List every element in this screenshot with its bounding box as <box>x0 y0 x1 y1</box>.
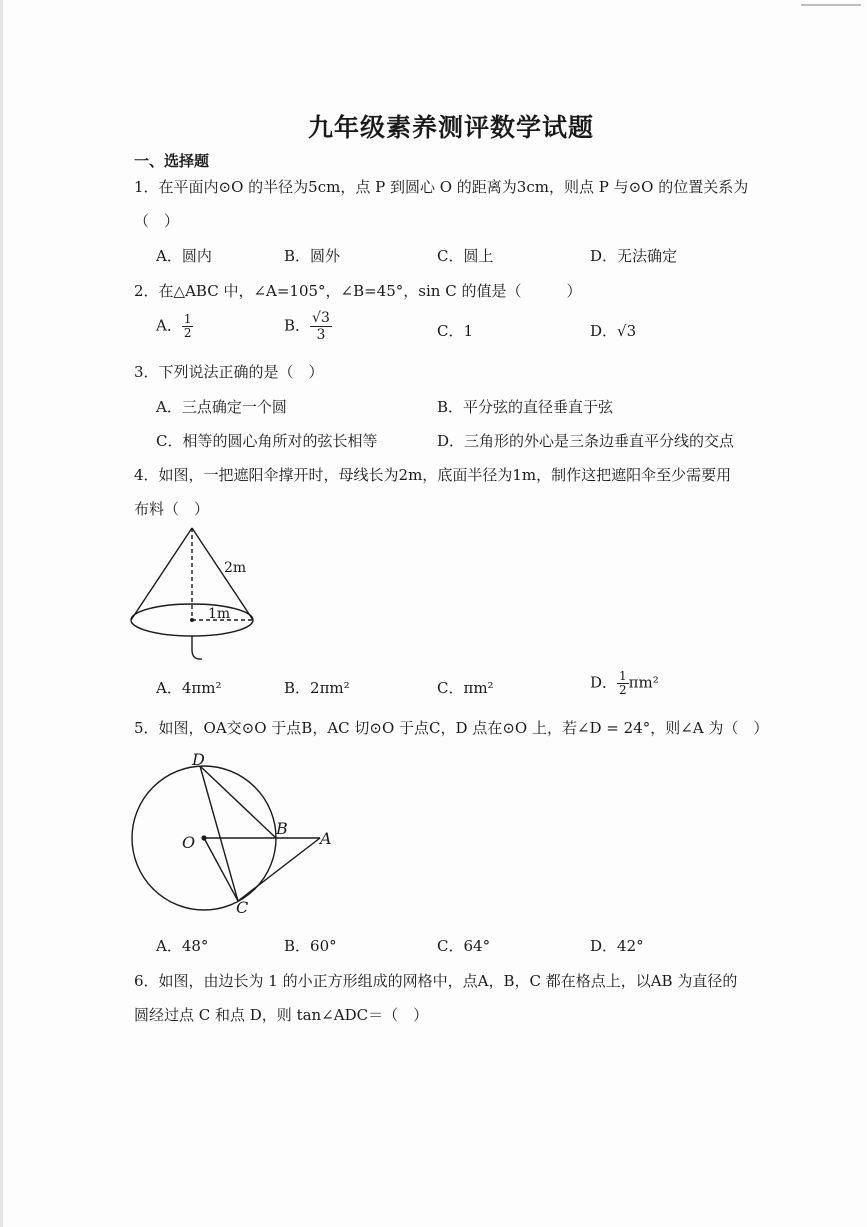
chord-db <box>200 766 276 838</box>
question-6-text: 6．如图，由边长为 1 的小正方形组成的网格中，点A，B，C 都在格点上，以AB 为直径的 <box>134 972 738 990</box>
circle-tangent-figure <box>126 746 346 916</box>
question-2-option-c: C．1 <box>437 322 474 340</box>
scan-edge-shadow <box>0 0 3 1227</box>
question-3-option-d: D．三角形的外心是三条边垂直平分线的交点 <box>437 432 735 450</box>
question-4-text: 4．如图，一把遮阳伞撑开时，母线长为2m，底面半径为1m，制作这把遮阳伞至少需要用 <box>134 466 732 484</box>
tangent-ac <box>238 838 320 901</box>
fraction-denominator: 2 <box>619 683 627 697</box>
question-4-option-b: B．2πm² <box>284 679 350 697</box>
question-5-text: 5．如图，OA交⊙O 于点B，AC 切⊙O 于点C，D 点在⊙O 上，若∠D = 24°，则∠A 为（ ） <box>134 719 769 737</box>
question-3-option-c: C．相等的圆心角所对的弦长相等 <box>156 432 378 450</box>
radius-label: 1m <box>208 606 231 622</box>
scan-corner-mark <box>801 4 861 6</box>
fraction-denominator: 3 <box>316 327 326 343</box>
question-4-option-d <box>590 670 659 697</box>
fraction-numerator: 1 <box>619 669 627 683</box>
question-2-option-b <box>284 310 332 343</box>
fraction <box>310 310 332 343</box>
center-point-o <box>201 835 206 840</box>
option-letter: D． <box>590 673 618 692</box>
umbrella-handle-hook <box>192 650 202 659</box>
fraction-numerator: √3 <box>312 310 330 326</box>
question-5-option-a: A．48° <box>156 937 209 955</box>
question-1-option-a: A．圆内 <box>156 247 212 265</box>
label-o: O <box>182 833 196 852</box>
segment-oc <box>204 838 238 901</box>
fraction-denominator: 2 <box>183 326 192 340</box>
cone-umbrella-figure <box>126 522 266 664</box>
question-2-text: 2．在△ABC 中，∠A=105°，∠B=45°，sin C 的值是（ ） <box>134 282 582 300</box>
question-6-text-line2: 圆经过点 C 和点 D，则 tan∠ADC＝（ ） <box>134 1006 429 1024</box>
question-5-option-c: C．64° <box>437 937 491 955</box>
question-1-option-c: C．圆上 <box>437 247 494 265</box>
question-1-option-d: D．无法确定 <box>590 247 678 265</box>
option-letter: B． <box>284 316 311 335</box>
label-a: A <box>320 829 332 848</box>
question-3-option-b: B．平分弦的直径垂直于弦 <box>437 398 614 416</box>
question-5-option-d: D．42° <box>590 937 644 955</box>
question-5-option-b: B．60° <box>284 937 337 955</box>
page-title: 九年级素养测评数学试题 <box>308 113 595 142</box>
label-d: D <box>192 750 205 769</box>
question-2-option-a <box>156 313 193 340</box>
question-1-option-b: B．圆外 <box>284 247 341 265</box>
question-1-bracket: （ ） <box>134 212 180 230</box>
question-4-option-c: C．πm² <box>437 679 494 697</box>
question-4-option-a: A．4πm² <box>156 679 222 697</box>
section-heading: 一、选择题 <box>134 152 210 170</box>
label-c: C <box>236 898 249 916</box>
option-letter: A． <box>156 316 182 335</box>
label-b: B <box>276 819 288 838</box>
fraction <box>617 670 629 697</box>
cone-center-point <box>190 618 194 622</box>
question-3-option-a: A．三点确定一个圆 <box>156 398 287 416</box>
slant-label: 2m <box>224 560 247 576</box>
question-3-text: 3．下列说法正确的是（ ） <box>134 363 324 381</box>
fraction <box>182 313 194 340</box>
question-2-option-d: D．√3 <box>590 322 637 340</box>
fraction-numerator: 1 <box>183 312 192 326</box>
chord-dc <box>200 766 238 901</box>
question-4-bracket: 布料（ ） <box>134 500 210 518</box>
question-1-text: 1．在平面内⊙O 的半径为5cm，点 P 到圆心 O 的距离为3cm，则点 P 与⊙O 的位置关系为 <box>134 178 749 196</box>
option-tail: πm² <box>628 673 659 692</box>
